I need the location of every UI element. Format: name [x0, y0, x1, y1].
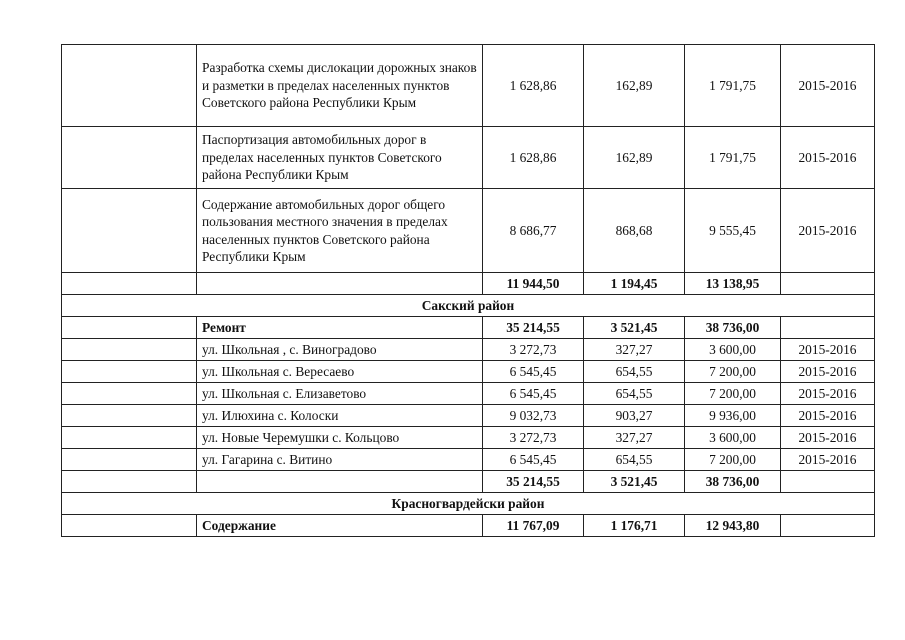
- period-cell: 2015-2016: [781, 449, 875, 471]
- work-description: Паспортизация автомобильных дорог в пределах населенных пунктов Советского района Республики Крым: [197, 127, 483, 189]
- period-cell: 2015-2016: [781, 361, 875, 383]
- street-cell: ул. Гагарина с. Витино: [197, 449, 483, 471]
- amount-cell: 7 200,00: [685, 383, 781, 405]
- total-amount: 11 944,50: [483, 273, 584, 295]
- amount-cell: 38 736,00: [685, 317, 781, 339]
- work-description: Содержание автомобильных дорог общего пользования местного значения в пределах населенных пунктов Советского района Республики Крым: [197, 189, 483, 273]
- index-cell: [62, 127, 197, 189]
- table-row: [62, 189, 875, 273]
- section-title-krasnogvardeysky: Красногвардейски район: [62, 493, 875, 515]
- street-cell: ул. Илюхина с. Колоски: [197, 405, 483, 427]
- amount-cell: 8 686,77: [483, 189, 584, 273]
- amount-cell: 327,27: [584, 427, 685, 449]
- period-cell: 2015-2016: [781, 127, 875, 189]
- total-amount: 13 138,95: [685, 273, 781, 295]
- amount-cell: 3 521,45: [584, 317, 685, 339]
- table-row: [62, 127, 875, 189]
- period-cell: 2015-2016: [781, 189, 875, 273]
- amount-cell: 9 936,00: [685, 405, 781, 427]
- amount-cell: 12 943,80: [685, 515, 781, 537]
- period-cell: 2015-2016: [781, 339, 875, 361]
- amount-cell: 7 200,00: [685, 361, 781, 383]
- remont-label: Ремонт: [197, 317, 483, 339]
- table-row: [62, 449, 875, 471]
- section-header: [62, 295, 875, 317]
- amount-cell: 3 272,73: [483, 339, 584, 361]
- amount-cell: 1 791,75: [685, 127, 781, 189]
- total-amount: 1 194,45: [584, 273, 685, 295]
- table-row: [62, 427, 875, 449]
- amount-cell: 868,68: [584, 189, 685, 273]
- amount-cell: 6 545,45: [483, 361, 584, 383]
- amount-cell: 1 176,71: [584, 515, 685, 537]
- amount-cell: 9 555,45: [685, 189, 781, 273]
- amount-cell: 11 767,09: [483, 515, 584, 537]
- total-row: [62, 273, 875, 295]
- street-cell: ул. Новые Черемушки с. Кольцово: [197, 427, 483, 449]
- amount-cell: 3 272,73: [483, 427, 584, 449]
- amount-cell: 1 791,75: [685, 45, 781, 127]
- amount-cell: 1 628,86: [483, 45, 584, 127]
- amount-cell: 35 214,55: [483, 317, 584, 339]
- budget-table: [61, 44, 875, 537]
- street-cell: ул. Школьная , с. Виноградово: [197, 339, 483, 361]
- table-row: [62, 339, 875, 361]
- amount-cell: 3 600,00: [685, 339, 781, 361]
- period-cell: 2015-2016: [781, 405, 875, 427]
- amount-cell: 6 545,45: [483, 383, 584, 405]
- amount-cell: 654,55: [584, 449, 685, 471]
- section-title-saksky: Сакский район: [62, 295, 875, 317]
- period-cell: 2015-2016: [781, 383, 875, 405]
- section-header: [62, 493, 875, 515]
- table-row: [62, 405, 875, 427]
- amount-cell: 9 032,73: [483, 405, 584, 427]
- amount-cell: 654,55: [584, 361, 685, 383]
- work-description: Разработка схемы дислокации дорожных знаков и разметки в пределах населенных пунктов Советского района Республики Крым: [197, 45, 483, 127]
- amount-cell: 162,89: [584, 45, 685, 127]
- subtotal-row: [62, 317, 875, 339]
- total-amount: 3 521,45: [584, 471, 685, 493]
- amount-cell: 162,89: [584, 127, 685, 189]
- index-cell: [62, 45, 197, 127]
- total-row: [62, 471, 875, 493]
- street-cell: ул. Школьная с. Елизаветово: [197, 383, 483, 405]
- total-amount: 35 214,55: [483, 471, 584, 493]
- total-amount: 38 736,00: [685, 471, 781, 493]
- table-row: [62, 383, 875, 405]
- street-cell: ул. Школьная с. Вересаево: [197, 361, 483, 383]
- amount-cell: 3 600,00: [685, 427, 781, 449]
- table-row: [62, 361, 875, 383]
- period-cell: 2015-2016: [781, 427, 875, 449]
- amount-cell: 6 545,45: [483, 449, 584, 471]
- soderzhanie-label: Содержание: [197, 515, 483, 537]
- amount-cell: 327,27: [584, 339, 685, 361]
- amount-cell: 903,27: [584, 405, 685, 427]
- table-row: [62, 45, 875, 127]
- subtotal-row: [62, 515, 875, 537]
- amount-cell: 7 200,00: [685, 449, 781, 471]
- index-cell: [62, 189, 197, 273]
- amount-cell: 654,55: [584, 383, 685, 405]
- period-cell: 2015-2016: [781, 45, 875, 127]
- amount-cell: 1 628,86: [483, 127, 584, 189]
